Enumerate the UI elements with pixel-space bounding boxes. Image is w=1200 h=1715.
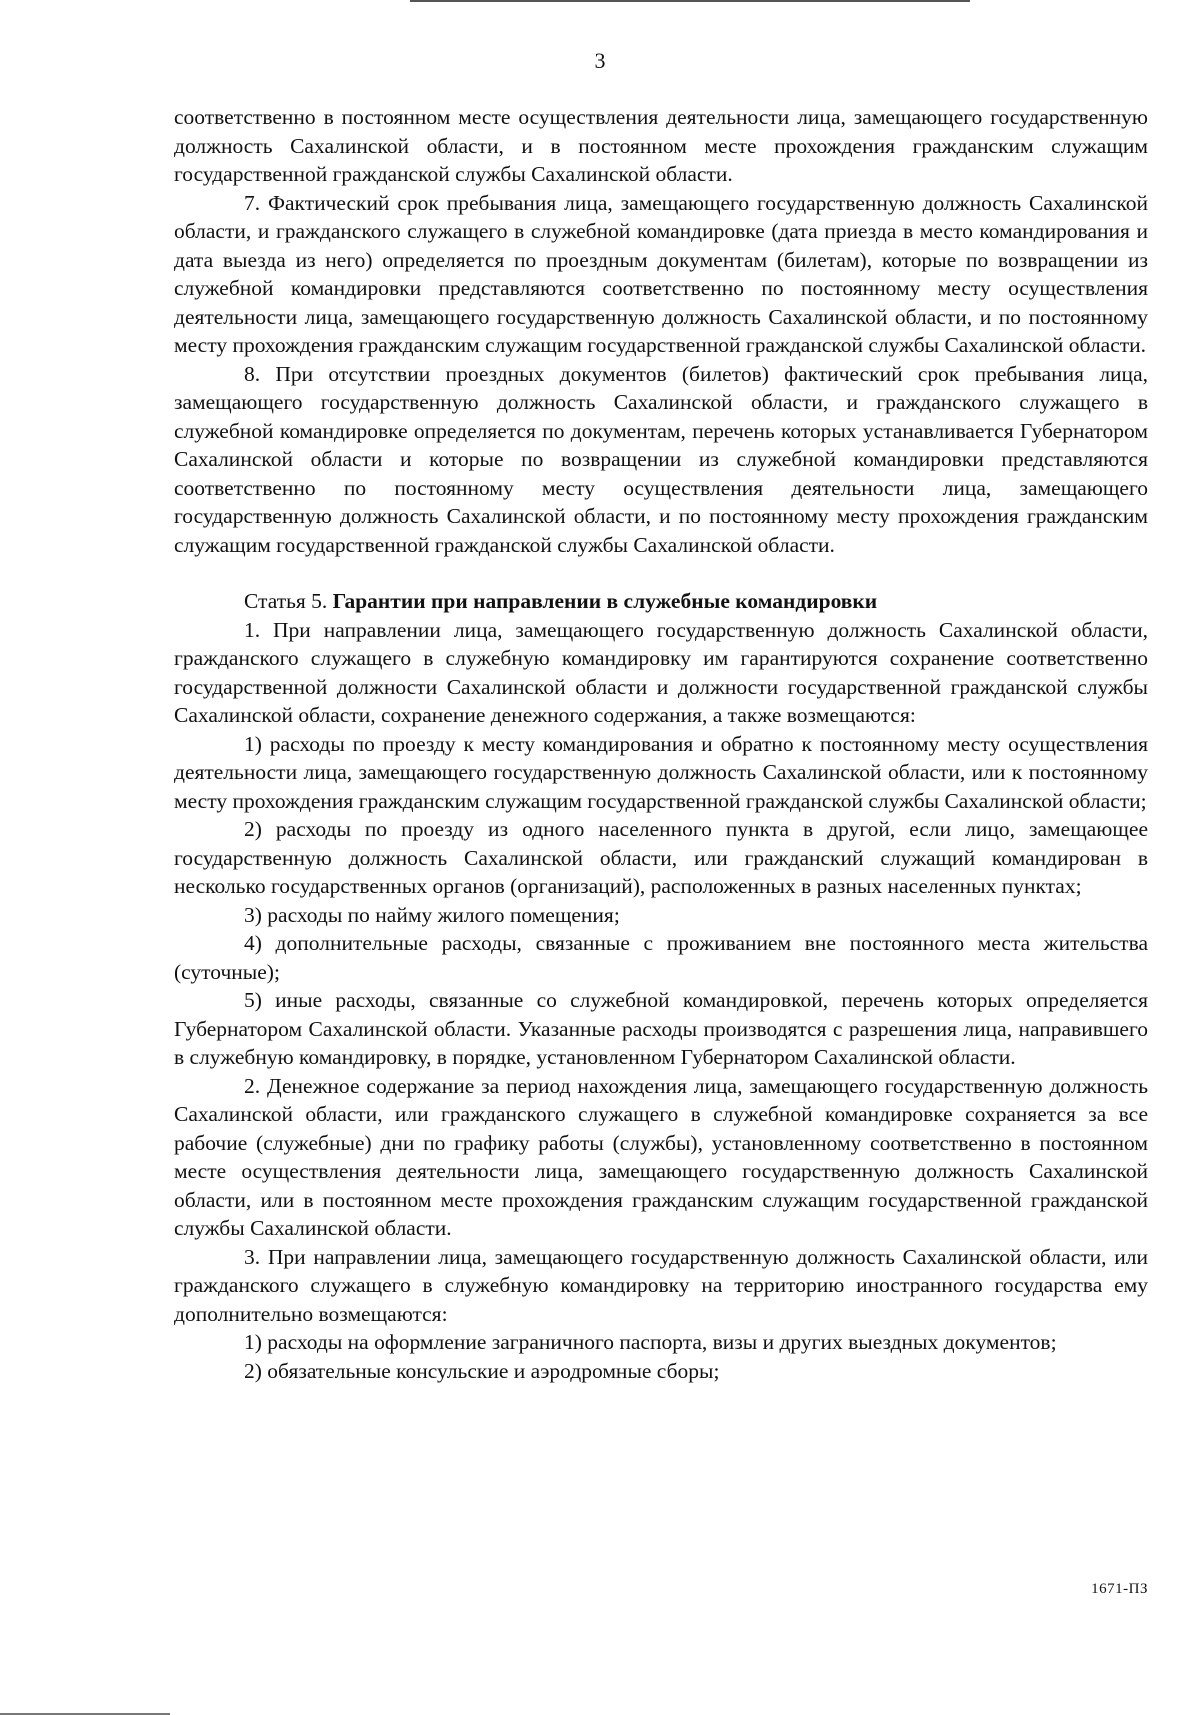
article-subitem-4: 4) дополнительные расходы, связанные с проживанием вне постоянного места жительства (суточные);: [174, 931, 1148, 984]
page-number: 3: [594, 48, 606, 73]
paragraph-item-7: 7. Фактический срок пребывания лица, замещающего государственную должность Сахалинской области, и гражданского служащего в служебной командировке (дата приезда в место командирования и дата выезда из него) определяется по проездным документам (билетам), которые по возвращении из служебной командировки представляются соответственно по постоянному месту осуществления деятельности лица, замещающего государственную должность Сахалинской области, и по постоянному месту прохождения гражданским служащим государственной гражданской службы Сахалинской области.: [174, 190, 1148, 357]
article-prefix: Статья 5.: [244, 589, 333, 613]
top-scan-rule: [410, 0, 970, 2]
article-p3-subitem-2: 2) обязательные консульские и аэродромные сборы;: [244, 1358, 720, 1383]
article-title: Гарантии при направлении в служебные командировки: [332, 589, 878, 613]
article-subitem-1: 1) расходы по проезду к месту командирования и обратно к постоянному месту осуществления деятельности лица, замещающего государственную должность Сахалинской области, или к постоянному месту прохождения гражданским служащим государственной гражданской службы Сахалинской области;: [174, 731, 1148, 813]
article-heading: [174, 587, 1148, 616]
document-body: [174, 103, 1148, 1385]
article-paragraph-1: 1. При направлении лица, замещающего государственную должность Сахалинской области, гражданского служащего в служебную командировку им гарантируются сохранение соответственно государственной должности Сахалинской области и должности государственной гражданской службы Сахалинской области, сохранение денежного содержания, а также возмещаются:: [174, 617, 1148, 727]
article-subitem-3: 3) расходы по найму жилого помещения;: [244, 902, 620, 927]
article-p3-subitem-1: 1) расходы на оформление заграничного паспорта, визы и других выездных документов;: [244, 1330, 1057, 1354]
article-subitem-2: 2) расходы по проезду из одного населенного пункта в другой, если лицо, замещающее государственную должность Сахалинской области, или гражданский служащий командирован в несколько государственных органов (организаций), расположенных в разных населенных пунктах;: [174, 817, 1148, 898]
article-paragraph-2: 2. Денежное содержание за период нахождения лица, замещающего государственную должность Сахалинской области, или гражданского служащего в служебной командировке сохраняется за все рабочие (служебные) дни по графику работы (службы), установленному соответственно в постоянном месте осуществления деятельности лица, замещающего государственную должность Сахалинской области, или в постоянном месте прохождения гражданским служащим государственной гражданской службы Сахалинской области.: [174, 1073, 1148, 1240]
article-subitem-5: 5) иные расходы, связанные со служебной командировкой, перечень которых определяется Губернатором Сахалинской области. Указанные расходы производятся с разрешения лица, направившего в служебную командировку, в порядке, установленном Губернатором Сахалинской области.: [174, 988, 1148, 1069]
document-code: 1671-ПЗ: [1091, 1581, 1148, 1597]
article-paragraph-3: 3. При направлении лица, замещающего государственную должность Сахалинской области, или гражданского служащего в служебную командировку на территорию иностранного государства ему дополнительно возмещаются:: [174, 1244, 1148, 1326]
paragraph-item-8: 8. При отсутствии проездных документов (билетов) фактический срок пребывания лица, замещающего государственную должность Сахалинской области, и гражданского служащего в служебной командировке определяется по документам, перечень которых устанавливается Губернатором Сахалинской области и которые по возвращении из служебной командировки представляются соответственно по постоянному месту осуществления деятельности лица, замещающего государственную должность Сахалинской области, и по постоянному месту прохождения гражданским служащим государственной гражданской службы Сахалинской области.: [174, 361, 1148, 557]
paragraph-continuation: соответственно в постоянном месте осуществления деятельности лица, замещающего государственную должность Сахалинской области, и в постоянном месте прохождения гражданским служащим государственной гражданской службы Сахалинской области.: [174, 105, 1148, 186]
